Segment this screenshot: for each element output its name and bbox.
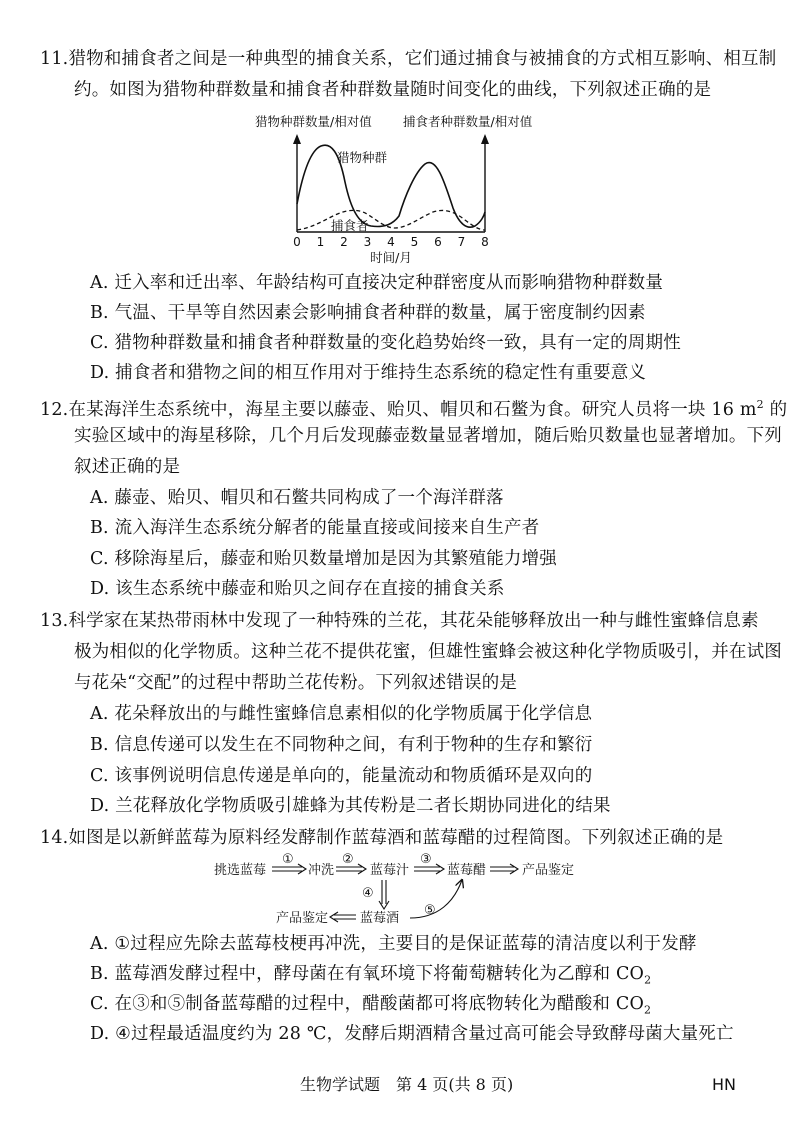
region-code: HN — [712, 1075, 736, 1094]
flow-step-wine: 蓝莓酒 — [360, 911, 400, 926]
flow-step-vinegar: 蓝莓醋 — [447, 863, 487, 878]
q14-option-b: B. 蓝莓酒发酵过程中，酵母菌在有氧环境下将葡萄糖转化为乙醇和 $CO_2$ — [90, 964, 652, 987]
flow-step-identify-1: 产品鉴定 — [522, 863, 575, 878]
flow-step-identify-2: 产品鉴定 — [276, 911, 329, 926]
q11-stem-line2: 约。如图为猎物种群数量和捕食者种群数量随时间变化的曲线，下列叙述正确的是 — [74, 80, 712, 100]
arrow-4-head — [379, 901, 389, 909]
x-tick: 5 — [410, 235, 419, 249]
arrow-5-curve — [410, 880, 462, 918]
arrow-wine-out-head — [330, 912, 338, 922]
q14-number: 14. — [40, 828, 69, 848]
q12-option-a: A. 藤壶、贻贝、帽贝和石鳖共同构成了一个海洋群落 — [90, 488, 504, 508]
q13-option-b: B. 信息传递可以发生在不同物种之间，有利于物种的生存和繁衍 — [90, 735, 593, 755]
q13-stem-line3: 与花朵“交配”的过程中帮助兰花传粉。下列叙述错误的是 — [74, 673, 518, 693]
q11-figure — [255, 112, 545, 272]
predator-prey-chart — [255, 112, 545, 272]
x-tick: 6 — [434, 235, 442, 249]
prey-label: 猎物种群 — [337, 150, 388, 165]
right-axis-arrow — [481, 134, 489, 144]
q13-stem-line2: 极为相似的化学物质。这种兰花不提供花蜜，但雄性蜜蜂会被这种化学物质吸引，并在试图 — [74, 642, 782, 662]
q14-option-c: C. 在③和⑤制备蓝莓醋的过程中，醋酸菌都可将底物转化为醋酸和 $CO_2$ — [90, 994, 652, 1017]
q12-option-c: C. 移除海星后，藤壶和贻贝数量增加是因为其繁殖能力增强 — [90, 549, 557, 569]
left-axis-label: 猎物种群数量/相对值 — [255, 114, 372, 129]
q12-stem-line2: 实验区域中的海星移除，几个月后发现藤壶数量显著增加，随后贻贝数量也显著增加。下列 — [74, 426, 782, 446]
blueberry-flowchart — [210, 852, 610, 932]
arrow-out-head — [510, 864, 518, 874]
q11-option-d: D. 捕食者和猎物之间的相互作用对于维持生态系统的稳定性有重要意义 — [90, 363, 647, 383]
step-number-1: ① — [282, 852, 294, 867]
arrow-1-head — [298, 864, 306, 874]
q14-flow-diagram — [210, 852, 610, 932]
left-axis-arrow — [293, 134, 301, 144]
q11-number: 11. — [40, 49, 69, 69]
x-tick: 1 — [316, 235, 325, 249]
arrow-3-head — [436, 864, 444, 874]
q12-stem-line3: 叙述正确的是 — [74, 457, 181, 477]
q14-option-d: D. ④过程最适温度约为 28 ℃，发酵后期酒精含量过高可能会导致酵母菌大量死亡 — [90, 1024, 734, 1044]
step-number-3: ③ — [420, 852, 432, 867]
step-number-5: ⑤ — [424, 903, 436, 918]
page-footer: 生物学试题 第 4 页(共 8 页) — [300, 1075, 514, 1094]
q14-option-a: A. ①过程应先除去蓝莓枝梗再冲洗，主要目的是保证蓝莓的清洁度以利于发酵 — [90, 934, 697, 954]
predator-label: 捕食者 — [331, 218, 369, 233]
q11-stem-line1: 11.猎物和捕食者之间是一种典型的捕食关系，它们通过捕食与被捕食的方式相互影响、相互制 — [40, 49, 777, 69]
q12-option-d: D. 该生态系统中藤壶和贻贝之间存在直接的捕食关系 — [90, 579, 505, 599]
q13-option-d: D. 兰花释放化学物质吸引雄蜂为其传粉是二者长期协同进化的结果 — [90, 796, 611, 816]
flow-step-juice: 蓝莓汁 — [370, 863, 410, 878]
q12-option-b: B. 流入海洋生态系统分解者的能量直接或间接来自生产者 — [90, 518, 540, 538]
q12-number: 12. — [40, 399, 69, 420]
flow-step-select: 挑选蓝莓 — [214, 863, 267, 878]
x-tick: 0 — [293, 235, 301, 249]
q13-stem-line1: 13.科学家在某热带雨林中发现了一种特殊的兰花，其花朵能够释放出一种与雌性蜜蜂信息素 — [40, 611, 759, 631]
x-tick: 4 — [387, 235, 395, 249]
q12-stem-line1: 12.在某海洋生态系统中，海星主要以藤壶、贻贝、帽贝和石鳖为食。研究人员将一块 16 $m^2$ 的 — [40, 398, 788, 420]
q11-option-b: B. 气温、干旱等自然因素会影响捕食者种群的数量，属于密度制约因素 — [90, 303, 646, 323]
step-number-2: ② — [342, 852, 354, 867]
x-tick: 8 — [481, 235, 489, 249]
q13-number: 13. — [40, 611, 69, 631]
predator-curve — [297, 210, 485, 230]
q11-option-c: C. 猎物种群数量和捕食者种群数量的变化趋势始终一致，具有一定的周期性 — [90, 333, 681, 353]
q14-stem-line1: 14.如图是以新鲜蓝莓为原料经发酵制作蓝莓酒和蓝莓醋的过程简图。下列叙述正确的是 — [40, 828, 724, 848]
q13-option-c: C. 该事例说明信息传递是单向的，能量流动和物质循环是双向的 — [90, 766, 593, 786]
x-tick: 3 — [363, 235, 372, 249]
right-axis-label: 捕食者种群数量/相对值 — [403, 114, 533, 129]
x-tick: 7 — [457, 235, 466, 249]
step-number-4: ④ — [362, 886, 374, 901]
arrow-2-head — [358, 864, 366, 874]
x-tick: 2 — [340, 235, 348, 249]
q11-option-a: A. 迁入率和迁出率、年龄结构可直接决定种群密度从而影响猎物种群数量 — [90, 273, 664, 293]
prey-curve — [297, 145, 485, 227]
q13-option-a: A. 花朵释放出的与雌性蜜蜂信息素相似的化学物质属于化学信息 — [90, 704, 593, 724]
flow-step-wash: 冲洗 — [308, 863, 335, 878]
x-axis-label: 时间/月 — [370, 250, 412, 265]
